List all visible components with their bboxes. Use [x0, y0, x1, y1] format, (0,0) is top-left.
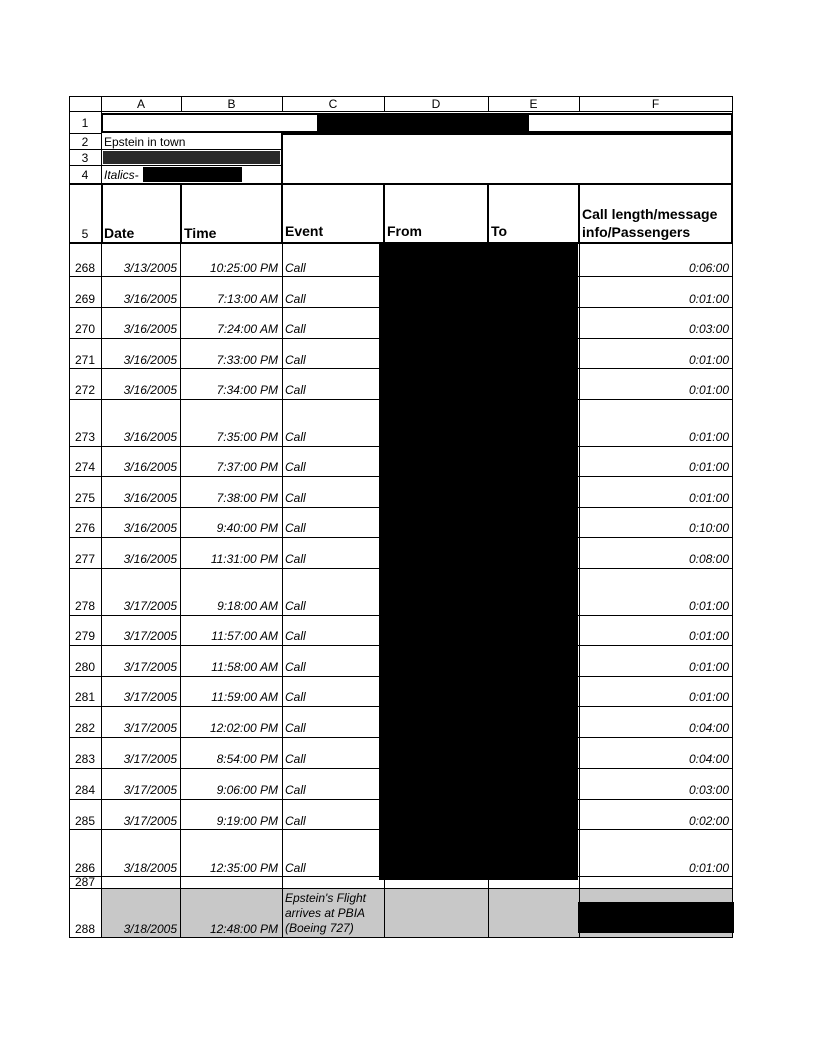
cell-date: 3/17/2005	[123, 783, 177, 797]
row288-divider-de	[488, 889, 489, 937]
row-number: 286	[74, 861, 96, 875]
row-number: 272	[74, 383, 96, 397]
redaction-from-to-columns	[379, 244, 578, 880]
cell-date: 3/17/2005	[123, 752, 177, 766]
row-number: 275	[74, 491, 96, 505]
row-number-5: 5	[81, 227, 89, 241]
body-col-divider-ef	[579, 244, 580, 938]
cell-time: 7:35:00 PM	[216, 430, 278, 444]
cell-date: 3/16/2005	[123, 552, 177, 566]
row-number: 268	[74, 261, 96, 275]
cell-time: 8:54:00 PM	[216, 752, 278, 766]
column-letter-a: A	[136, 97, 145, 111]
column-letter-c: C	[328, 97, 338, 111]
row-288-date: 3/18/2005	[123, 922, 177, 936]
cell-event: Call	[285, 752, 306, 766]
row-number: 269	[74, 292, 96, 306]
cell-time: 9:18:00 AM	[217, 599, 278, 613]
cell-date: 3/16/2005	[123, 383, 177, 397]
cell-event: Call	[285, 599, 306, 613]
cell-call-length: 0:02:00	[688, 814, 729, 828]
cell-event: Call	[285, 460, 306, 474]
cell-time: 7:37:00 PM	[216, 460, 278, 474]
cell-time: 11:57:00 AM	[211, 629, 278, 643]
header-date: Date	[104, 225, 135, 241]
cell-time: 12:35:00 PM	[209, 861, 278, 875]
header-call-length-line1: Call length/message	[582, 206, 718, 222]
cell-event: Call	[285, 783, 306, 797]
cell-call-length: 0:03:00	[688, 322, 729, 336]
cell-event: Call	[285, 690, 306, 704]
row-number: 284	[74, 783, 96, 797]
cell-time: 11:58:00 AM	[211, 660, 278, 674]
row-number-287: 287	[74, 875, 96, 889]
row-number-2: 2	[81, 135, 89, 149]
row-288-time: 12:48:00 PM	[209, 922, 278, 936]
header-from: From	[387, 223, 422, 239]
column-letter-b: B	[227, 97, 236, 111]
cell-call-length: 0:10:00	[688, 521, 729, 535]
header-call-length-line2: info/Passengers	[582, 224, 691, 240]
cell-event: Call	[285, 861, 306, 875]
cell-call-length: 0:01:00	[688, 430, 729, 444]
row-number: 282	[74, 721, 96, 735]
row1-right-border	[731, 113, 733, 133]
row-number: 279	[74, 629, 96, 643]
row-number-4: 4	[81, 168, 89, 182]
cell-date: 3/16/2005	[123, 491, 177, 505]
rownum-divider-2	[69, 149, 102, 150]
cell-time: 7:13:00 AM	[217, 292, 278, 306]
body-col-divider-bc	[282, 244, 283, 938]
column-letter-d: D	[431, 97, 441, 111]
cell-time: 9:19:00 PM	[216, 814, 278, 828]
header-div-1	[180, 183, 182, 244]
cell-time: 7:34:00 PM	[216, 383, 278, 397]
table-left-border	[69, 96, 70, 938]
row-number: 280	[74, 660, 96, 674]
legend-italics-label: Italics-	[104, 168, 139, 182]
header-div-6	[731, 183, 733, 244]
header-to: To	[491, 223, 508, 239]
header-event: Event	[285, 223, 324, 239]
cell-time: 10:25:00 PM	[209, 261, 278, 275]
cell-call-length: 0:01:00	[688, 629, 729, 643]
cell-time: 9:06:00 PM	[216, 783, 278, 797]
cell-event: Call	[285, 430, 306, 444]
cell-event: Call	[285, 521, 306, 535]
cell-date: 3/17/2005	[123, 660, 177, 674]
row-number: 270	[74, 322, 96, 336]
rownum-divider-1	[69, 133, 102, 134]
cell-date: 3/16/2005	[123, 353, 177, 367]
cell-call-length: 0:04:00	[688, 752, 729, 766]
cell-date: 3/17/2005	[123, 690, 177, 704]
cell-date: 3/17/2005	[123, 721, 177, 735]
row-number: 277	[74, 552, 96, 566]
row-288-event-line2: arrives at PBIA	[285, 906, 366, 920]
cell-event: Call	[285, 660, 306, 674]
cell-time: 9:40:00 PM	[216, 521, 278, 535]
cell-event: Call	[285, 292, 306, 306]
row-number-3: 3	[81, 151, 89, 165]
cell-date: 3/17/2005	[123, 814, 177, 828]
legend-epstein-in-town: Epstein in town	[104, 135, 186, 149]
cell-time: 7:24:00 AM	[217, 322, 278, 336]
redaction-row288-passengers	[578, 902, 734, 933]
cell-date: 3/16/2005	[123, 460, 177, 474]
row-number: 271	[74, 353, 96, 367]
column-header-bottom-border	[69, 111, 733, 112]
cell-event: Call	[285, 322, 306, 336]
cell-time: 11:31:00 PM	[210, 552, 278, 566]
cell-date: 3/17/2005	[123, 629, 177, 643]
cell-call-length: 0:01:00	[688, 460, 729, 474]
cell-date: 3/13/2005	[123, 261, 177, 275]
cell-call-length: 0:01:00	[688, 599, 729, 613]
header-div-4	[487, 183, 489, 244]
cell-call-length: 0:01:00	[688, 660, 729, 674]
row-number-1: 1	[81, 116, 89, 130]
row-number: 273	[74, 430, 96, 444]
row-number: 283	[74, 752, 96, 766]
cell-date: 3/18/2005	[123, 861, 177, 875]
column-letter-f: F	[651, 97, 660, 111]
rightblock-top-border	[282, 133, 733, 135]
cell-call-length: 0:01:00	[688, 353, 729, 367]
row-288-event-line3: (Boeing 727)	[285, 921, 354, 935]
redaction-legend-row3	[103, 151, 280, 164]
cell-event: Call	[285, 629, 306, 643]
cell-event: Call	[285, 491, 306, 505]
header-div-2	[281, 183, 283, 244]
row-number: 285	[74, 814, 96, 828]
row-number: 276	[74, 521, 96, 535]
cell-call-length: 0:04:00	[688, 721, 729, 735]
row-number: 274	[74, 460, 96, 474]
rownum-divider-3	[69, 165, 102, 166]
row-288-event-line1: Epstein's Flight	[285, 891, 366, 905]
cell-time: 11:59:00 AM	[211, 690, 278, 704]
table-bottom-border	[69, 937, 733, 938]
cell-event: Call	[285, 552, 306, 566]
cell-date: 3/16/2005	[123, 521, 177, 535]
row-number-288: 288	[74, 922, 96, 936]
header-div-5	[578, 183, 580, 244]
cell-call-length: 0:01:00	[688, 861, 729, 875]
cell-call-length: 0:08:00	[688, 552, 729, 566]
cell-call-length: 0:03:00	[688, 783, 729, 797]
row288-divider-cd	[384, 889, 385, 937]
legend-row3-bottom	[101, 165, 282, 166]
header-div-3	[383, 183, 385, 244]
cell-call-length: 0:01:00	[688, 383, 729, 397]
cell-event: Call	[285, 353, 306, 367]
cell-time: 12:02:00 PM	[209, 721, 278, 735]
cell-event: Call	[285, 721, 306, 735]
header-top-border	[69, 183, 733, 185]
rightblock-right-border	[731, 133, 733, 184]
header-time: Time	[184, 225, 217, 241]
column-letter-e: E	[529, 97, 538, 111]
cell-call-length: 0:06:00	[688, 261, 729, 275]
cell-call-length: 0:01:00	[688, 292, 729, 306]
redaction-row1	[317, 113, 529, 134]
redaction-legend-row4	[143, 167, 242, 182]
cell-call-length: 0:01:00	[688, 491, 729, 505]
body-col-divider-ab	[180, 244, 181, 938]
legend-right-border	[281, 133, 283, 184]
row1-left-border	[101, 113, 103, 133]
cell-event: Call	[285, 814, 306, 828]
cell-time: 7:38:00 PM	[216, 491, 278, 505]
cell-date: 3/16/2005	[123, 322, 177, 336]
cell-date: 3/17/2005	[123, 599, 177, 613]
cell-event: Call	[285, 383, 306, 397]
row-number: 281	[74, 690, 96, 704]
legend-row2-bottom	[101, 149, 282, 150]
cell-event: Call	[285, 261, 306, 275]
header-div-0	[101, 183, 103, 244]
row-number: 278	[74, 599, 96, 613]
row288-divider-bc	[282, 889, 283, 937]
cell-date: 3/16/2005	[123, 430, 177, 444]
cell-time: 7:33:00 PM	[216, 353, 278, 367]
cell-call-length: 0:01:00	[688, 690, 729, 704]
cell-date: 3/16/2005	[123, 292, 177, 306]
